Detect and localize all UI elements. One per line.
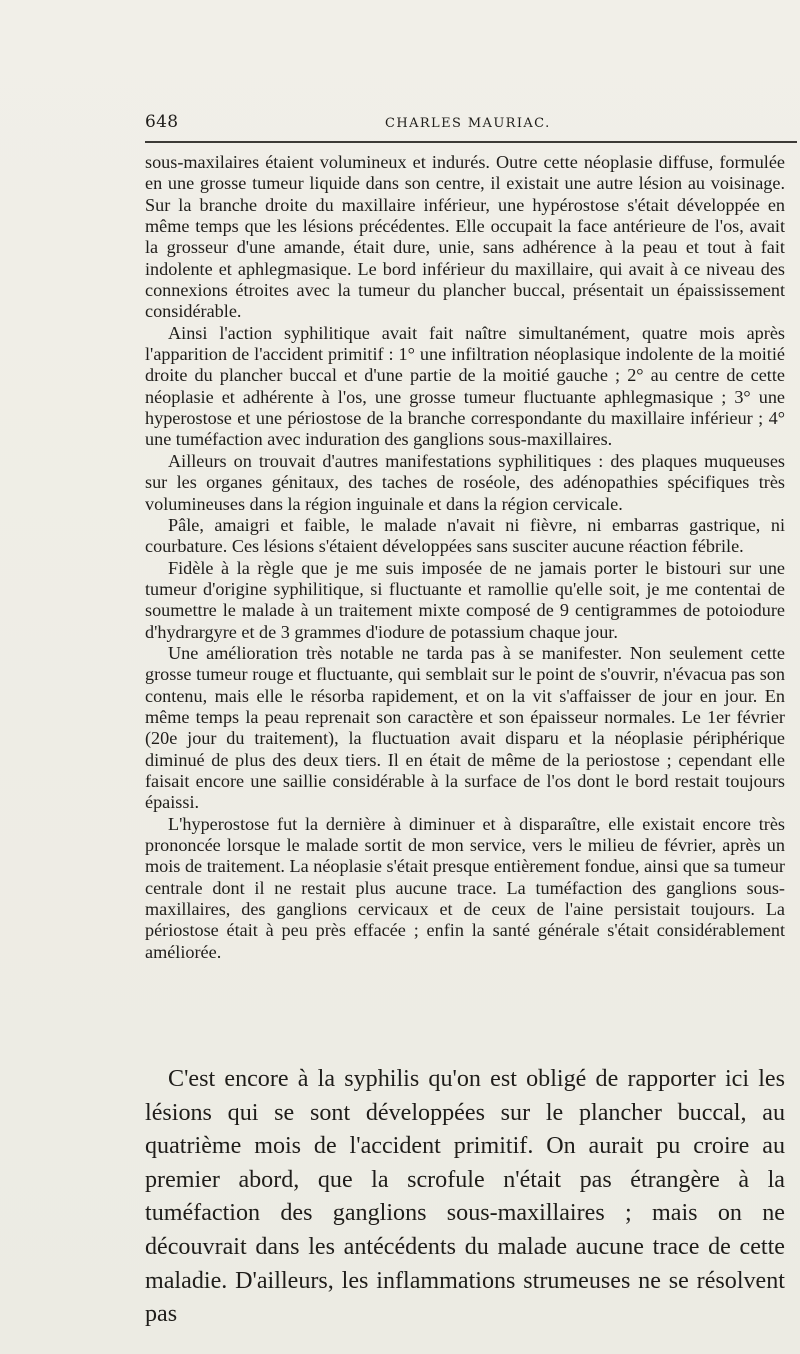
running-head: CHARLES MAURIAC. (385, 116, 551, 131)
page-number: 648 (145, 112, 179, 132)
header-rule (145, 141, 797, 143)
paragraph-5: Fidèle à la règle que je me suis imposée de ne jamais porter le bistouri sur une tumeur d'origine syphilitique, si fluctuante et ramollie qu'elle soit, je me contentai de soumettre le malade à un traitement mixte composé de 9 centigrammes de potoiodure d'hydrargyre et de 3 grammes d'iodure de potassium chaque jour. (145, 557, 785, 642)
paragraph-2: Ainsi l'action syphilitique avait fait naître simultanément, quatre mois après l'apparition de l'accident primitif : 1° une infiltration néoplasique indolente de la moitié droite du plancher buccal et d'une partie de la moitié gauche ; 2° au centre de cette néoplasie et adhérente à l'os, une grosse tumeur fluctuante aphlegmasique ; 3° une hyperostose et une périostose de la branche correspondante du maxillaire inférieur ; 4° une tuméfaction avec induration des ganglions sous-maxillaires. (145, 322, 785, 450)
page-header (145, 112, 785, 140)
paragraph-3: Ailleurs on trouvait d'autres manifestations syphilitiques : des plaques muqueuses sur les organes génitaux, des taches de roséole, des adénopathies spécifiques très volumineuses dans la région inguinale et dans la région cervicale. (145, 450, 785, 514)
large-text-block (145, 1063, 785, 1332)
large-paragraph: C'est encore à la syphilis qu'on est obligé de rapporter ici les lésions qui se sont développées sur le plancher buccal, au quatrième mois de l'accident primitif. On aurait pu croire au premier abord, que la scrofule n'était pas étrangère à la tuméfaction des ganglions sous-maxillaires ; mais on ne découvrait dans les antécédents du malade aucune trace de cette maladie. D'ailleurs, les inflammations strumeuses ne se résolvent pas (145, 1066, 785, 1328)
paragraph-1: sous-maxilaires étaient volumineux et indurés. Outre cette néoplasie diffuse, formulée en une grosse tumeur liquide dans son centre, il existait une autre lésion au voisinage. Sur la branche droite du maxillaire inférieur, une hypérostose s'était développée en même temps que les lésions précédentes. Elle occupait la face antérieure de l'os, avait la grosseur d'une amande, était dure, unie, sans adhérence à la peau et tout à fait indolente et aphlegmasique. Le bord inférieur du maxillaire, qui avait à ce niveau des connexions étroites avec la tumeur du plancher buccal, présentait un épaississement considérable. (145, 152, 785, 322)
paragraph-7: L'hyperostose fut la dernière à diminuer et à disparaître, elle existait encore très prononcée lorsque le malade sortit de mon service, vers le milieu de février, après un mois de traitement. La néoplasie s'était presque entièrement fondue, ainsi que sa tumeur centrale dont il ne restait plus aucune trace. La tuméfaction des ganglions sous-maxillaires, des ganglions cervicaux et de ceux de l'aine persistait toujours. La périostose était à peu près effacée ; enfin la santé générale s'était considérablement améliorée. (145, 813, 785, 962)
paragraph-4: Pâle, amaigri et faible, le malade n'avait ni fièvre, ni embarras gastrique, ni courbature. Ces lésions s'étaient développées sans susciter aucune réaction fébrile. (145, 514, 785, 557)
main-text-block (145, 152, 785, 963)
paragraph-6: Une amélioration très notable ne tarda pas à se manifester. Non seulement cette grosse tumeur rouge et fluctuante, qui semblait sur le point de s'ouvrir, n'évacua pas son contenu, mais elle le résorba rapidement, et on la vit s'affaisser de jour en jour. En même temps la peau reprenait son caractère et son épaisseur normales. Le 1er février (20e jour du traitement), la fluctuation avait disparu et la néoplasie périphérique diminué de plus des deux tiers. Il en était de même de la periostose ; cependant elle faisait encore une saillie considérable à la surface de l'os dont le bord restait toujours épaissi. (145, 642, 785, 813)
